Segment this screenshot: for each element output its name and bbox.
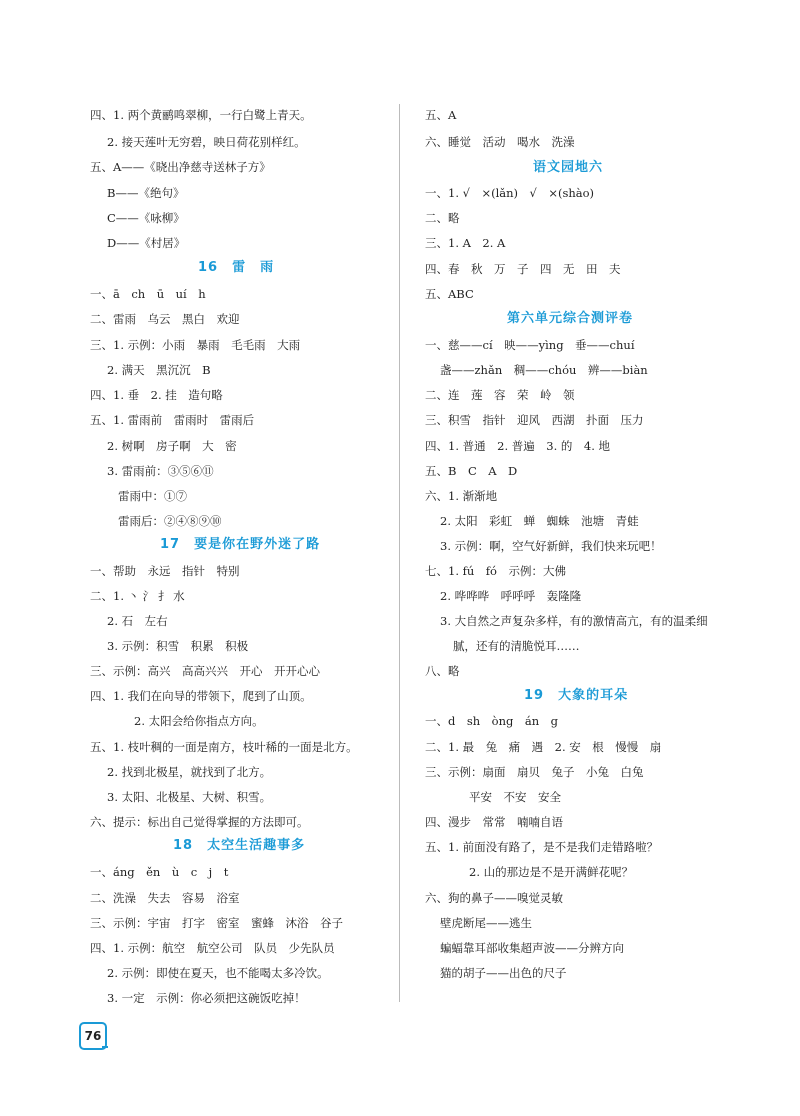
answer-line: 平安 不安 安全 [469, 790, 561, 804]
answer-line: 五、B C A D [425, 464, 518, 478]
section-heading: 19 大象的耳朵 [524, 688, 629, 703]
answer-line: 猫的胡子——出色的尺子 [440, 966, 567, 980]
answer-line: 2. 接天莲叶无穷碧，映日荷花别样红。 [107, 135, 306, 149]
answer-line: 三、示例：扇面 扇贝 兔子 小兔 白兔 [425, 765, 644, 779]
answer-line: 一、áng ěn ù c j t [90, 865, 229, 879]
answer-line: 四、1. 示例：航空 航空公司 队员 少先队员 [90, 941, 335, 955]
answer-line: 3. 大自然之声复杂多样，有的激情高亢，有的温柔细 [440, 614, 708, 628]
answer-line: 五、A——《晓出净慈寺送林子方》 [90, 160, 271, 174]
answer-line: 二、雷雨 乌云 黑白 欢迎 [90, 312, 240, 326]
answer-line: 一、ā ch ū uí h [90, 287, 206, 301]
answer-line: 五、1. 前面没有路了，是不是我们走错路啦？ [425, 840, 659, 854]
answer-line: 2. 树啊 房子啊 大 密 [107, 439, 237, 453]
answer-line: 2. 满天 黑沉沉 B [107, 363, 211, 377]
answer-line: 四、1. 两个黄鹂鸣翠柳，一行白鹭上青天。 [90, 108, 312, 122]
answer-line: 四、春 秋 万 子 四 无 田 夫 [425, 262, 621, 276]
answer-line: 腻，还有的清脆悦耳…… [453, 639, 580, 653]
page-number: 76 [79, 1022, 107, 1050]
answer-line: 雷雨后：②④⑧⑨⑩ [118, 514, 222, 528]
answer-line: 盏——zhǎn 稠——chóu 辨——biàn [440, 363, 648, 377]
answer-line: 二、1. 丶 氵 扌 水 [90, 589, 185, 603]
answer-line: 3. 雷雨前：③⑤⑥⑪ [107, 464, 214, 478]
answer-line: 2. 找到北极星，就找到了北方。 [107, 765, 272, 779]
section-heading: 16 雷 雨 [198, 260, 275, 275]
answer-line: 二、略 [425, 211, 460, 225]
answer-line: 三、积雪 指针 迎风 西湖 扑面 压力 [425, 413, 644, 427]
answer-line: 五、1. 雷雨前 雷雨时 雷雨后 [90, 413, 255, 427]
answer-line: 六、提示：标出自己觉得掌握的方法即可。 [90, 815, 309, 829]
answer-line: 二、1. 最 兔 痛 遇 2. 安 根 慢慢 扇 [425, 740, 662, 754]
answer-line: C——《咏柳》 [107, 211, 185, 225]
answer-line: 二、洗澡 失去 容易 浴室 [90, 891, 240, 905]
answer-line: 四、1. 我们在向导的带领下，爬到了山顶。 [90, 689, 312, 703]
answer-line: B——《绝句》 [107, 186, 185, 200]
answer-line: 2. 太阳会给你指点方向。 [134, 714, 264, 728]
answer-line: 三、1. 示例：小雨 暴雨 毛毛雨 大雨 [90, 338, 301, 352]
answer-line: 一、1. √ ×(lǎn) √ ×(shào) [425, 186, 595, 200]
answer-line: 七、1. fú fó 示例：大佛 [425, 564, 566, 578]
answer-line: 一、慈——cí 映——yìng 垂——chuí [425, 338, 635, 352]
answer-line: 五、A [425, 108, 457, 122]
answer-line: 3. 一定 示例：你必须把这碗饭吃掉！ [107, 991, 306, 1005]
answer-line: D——《村居》 [107, 236, 186, 250]
answer-line: 六、狗的鼻子——嗅觉灵敏 [425, 891, 563, 905]
answer-line: 三、示例：宇宙 打字 密室 蜜蜂 沐浴 谷子 [90, 916, 343, 930]
answer-line: 一、帮助 永远 指针 特别 [90, 564, 240, 578]
answer-line: 三、示例：高兴 高高兴兴 开心 开开心心 [90, 664, 320, 678]
answer-line: 3. 示例：啊，空气好新鲜，我们快来玩吧！ [440, 539, 662, 553]
answer-line: 八、略 [425, 664, 460, 678]
answer-line: 三、1. A 2. A [425, 236, 506, 250]
section-heading: 18 太空生活趣事多 [173, 838, 306, 853]
answer-line: 3. 太阳、北极星、大树、积雪。 [107, 790, 272, 804]
answer-line: 3. 示例：积雪 积累 积极 [107, 639, 249, 653]
answer-line: 六、睡觉 活动 喝水 洗澡 [425, 135, 575, 149]
answer-line: 壁虎断尾——逃生 [440, 916, 532, 930]
answer-line: 一、d sh òng án g [425, 714, 558, 728]
answer-line: 五、1. 枝叶稠的一面是南方，枝叶稀的一面是北方。 [90, 740, 358, 754]
answer-line: 雷雨中：①⑦ [118, 489, 187, 503]
answer-line: 2. 哗哗哗 呼呼呼 轰隆隆 [440, 589, 582, 603]
answer-line: 2. 山的那边是不是开满鲜花呢？ [469, 865, 634, 879]
answer-line: 四、漫步 常常 喃喃自语 [425, 815, 563, 829]
section-heading: 第六单元综合测评卷 [507, 311, 634, 326]
answer-line: 四、1. 普通 2. 普遍 3. 的 4. 地 [425, 439, 611, 453]
column-divider [399, 104, 400, 1002]
answer-line: 2. 示例：即使在夏天，也不能喝太多冷饮。 [107, 966, 329, 980]
section-heading: 17 要是你在野外迷了路 [160, 537, 321, 552]
section-heading: 语文园地六 [533, 160, 604, 175]
answer-line: 蝙蝠靠耳部收集超声波——分辨方向 [440, 941, 624, 955]
answer-line: 五、ABC [425, 287, 474, 301]
answer-line: 2. 太阳 彩虹 蝉 蜘蛛 池塘 青蛙 [440, 514, 639, 528]
answer-line: 二、连 莲 容 荣 岭 领 [425, 388, 575, 402]
answer-line: 六、1. 渐渐地 [425, 489, 498, 503]
page-number-accent [102, 1046, 108, 1048]
answer-line: 四、1. 垂 2. 挂 造句略 [90, 388, 223, 402]
answer-line: 2. 石 左右 [107, 614, 168, 628]
